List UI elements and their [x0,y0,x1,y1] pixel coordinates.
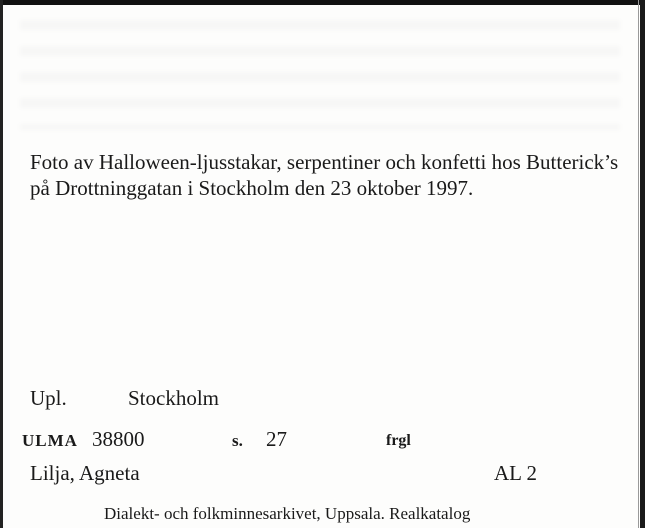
archive-code: ULMA [22,431,78,450]
archive-footer: Dialekt- och folkminnesarkivet, Uppsala. Realkatalog [104,504,471,523]
reverse-side-show-through [20,20,620,130]
collector-name: Lilja, Agneta [30,461,140,485]
province: Upl. [30,386,67,410]
reverse-side-stamp-show-through [300,225,640,325]
record-number: 38800 [92,427,145,451]
page-label: s. [232,431,243,450]
category-code: frgl [386,432,411,449]
card-right-inner-line [638,0,639,528]
reference-code: AL 2 [494,461,537,485]
place: Stockholm [128,386,220,410]
card-right-edge [640,0,645,528]
card-description: Foto av Halloween-ljusstakar, serpentiner och konfetti hos Butterick’s på Drottninggatan i Stockholm den 23 oktober 1997. [30,150,619,200]
page-number: 27 [266,427,287,451]
card-left-edge [0,0,3,528]
card-top-edge [0,0,645,5]
